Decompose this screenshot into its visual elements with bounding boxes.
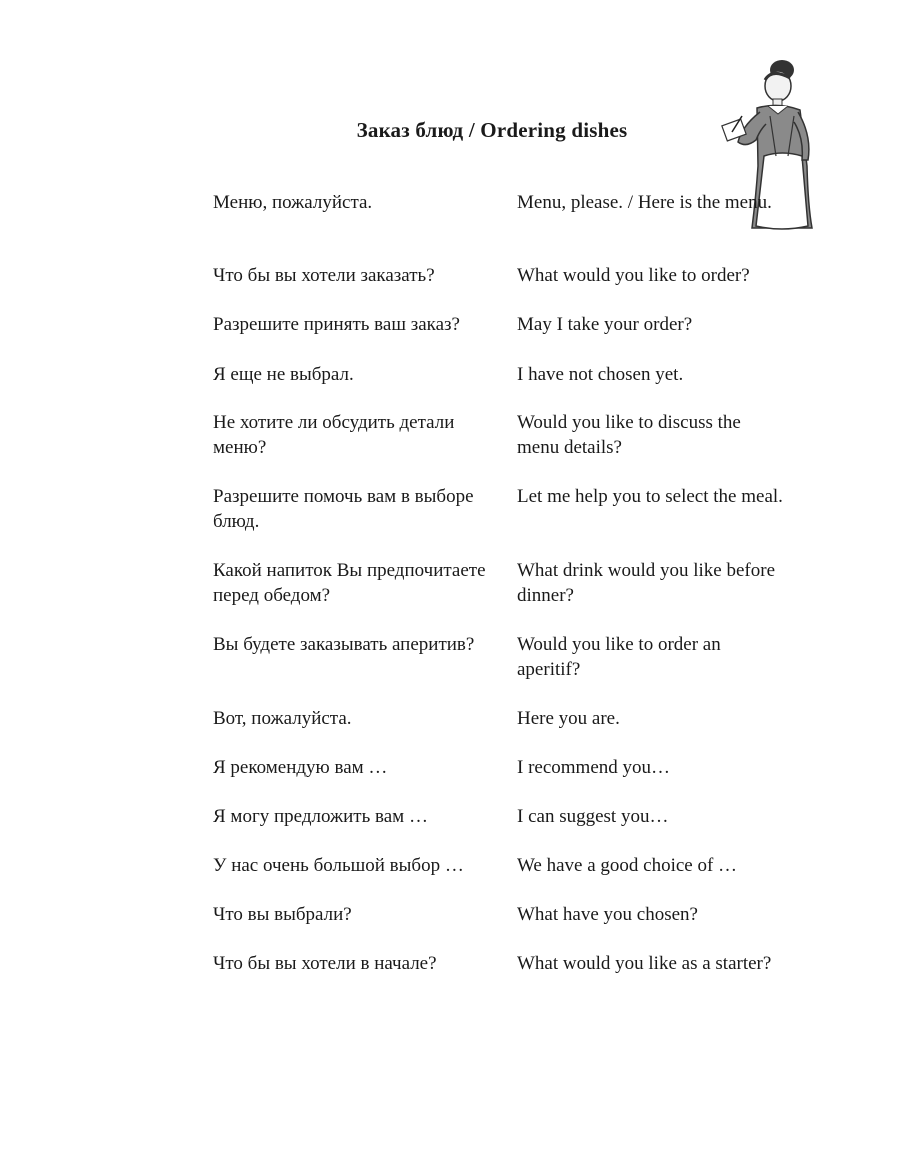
russian-phrase: Я рекомендую вам … — [213, 757, 388, 778]
russian-phrase: Меню, пожалуйста. — [213, 192, 373, 213]
russian-phrase: Что бы вы хотели в начале? — [213, 953, 437, 974]
english-phrase: I can suggest you… — [517, 806, 669, 827]
russian-phrase: Не хотите ли обсудить детали меню? — [213, 412, 455, 458]
english-phrase: We have a good choice of … — [517, 855, 738, 876]
english-phrase: Menu, please. / Here is the menu. — [517, 192, 772, 213]
russian-phrase: Что бы вы хотели заказать? — [213, 265, 435, 286]
russian-phrase: Что вы выбрали? — [213, 904, 352, 925]
russian-phrase: Вы будете заказывать аперитив? — [213, 634, 475, 655]
english-phrase: What have you chosen? — [517, 904, 698, 925]
english-phrase: I recommend you… — [517, 757, 671, 778]
russian-phrase: Я еще не выбрал. — [213, 364, 354, 385]
english-phrase: May I take your order? — [517, 314, 693, 335]
english-phrase: What drink would you like before dinner? — [517, 560, 776, 606]
english-phrase: What would you like as a starter? — [517, 953, 772, 974]
russian-phrase: У нас очень большой выбор … — [213, 855, 464, 876]
english-phrase: Let me help you to select the meal. — [517, 486, 783, 507]
russian-phrase: Вот, пожалуйста. — [213, 708, 352, 729]
english-phrase: Would you like to discuss the menu details? — [517, 412, 741, 458]
russian-phrase: Я могу предложить вам … — [213, 806, 428, 827]
english-phrase: I have not chosen yet. — [517, 364, 684, 385]
english-phrase: What would you like to order? — [517, 265, 750, 286]
russian-phrase: Разрешите принять ваш заказ? — [213, 314, 460, 335]
page-title: Заказ блюд / Ordering dishes — [356, 118, 628, 142]
russian-phrase: Разрешите помочь вам в выборе блюд. — [213, 486, 474, 532]
russian-phrase: Какой напиток Вы предпочитаете перед обедом? — [213, 560, 486, 606]
english-phrase: Would you like to order an aperitif? — [517, 634, 721, 680]
english-phrase: Here you are. — [517, 708, 620, 729]
